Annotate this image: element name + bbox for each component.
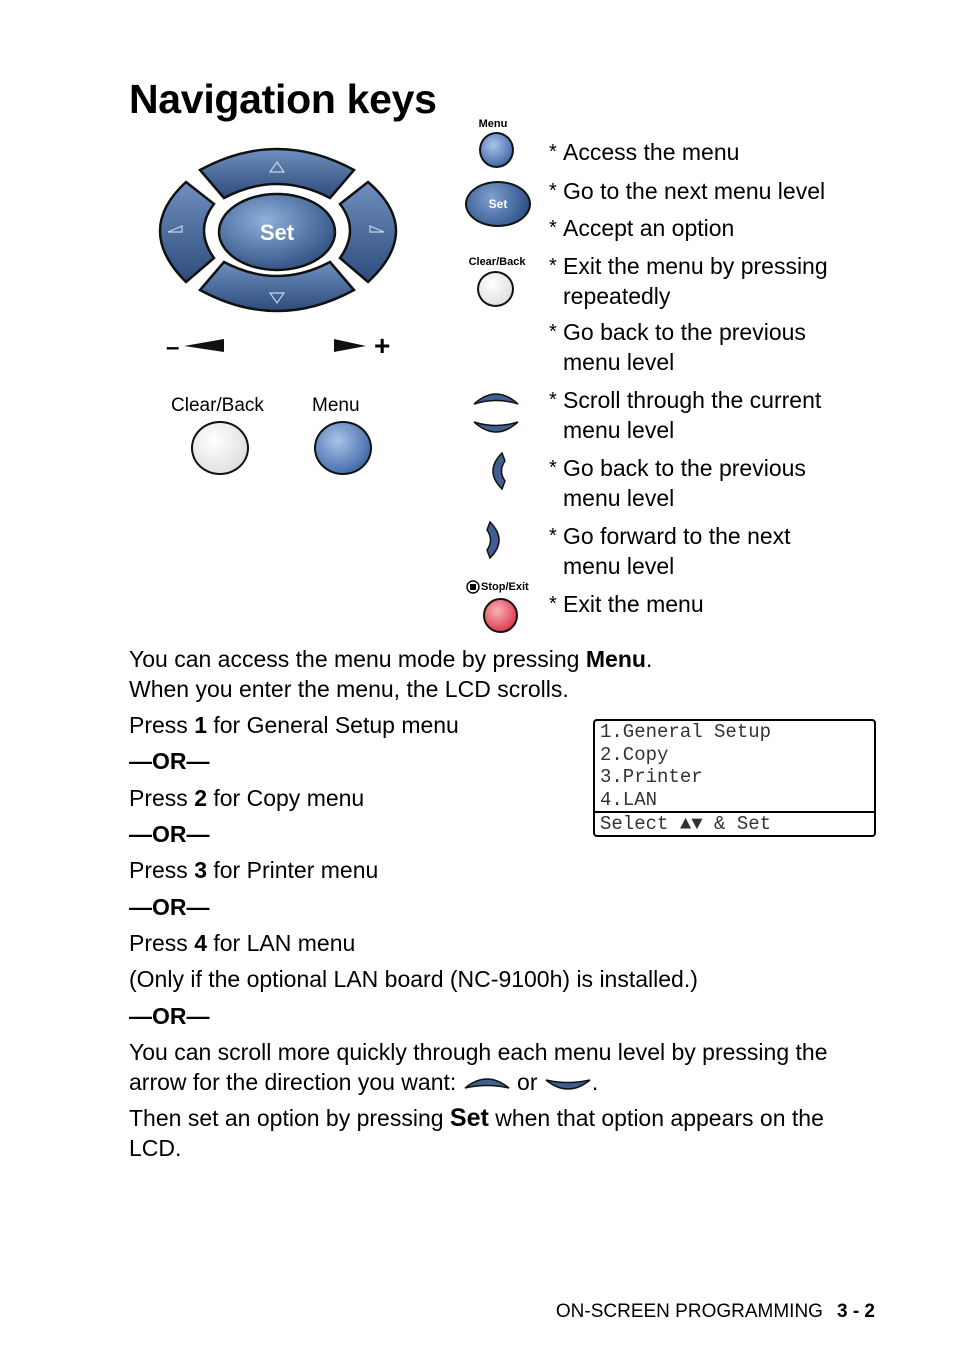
scroll-paragraph: You can scroll more quickly through each menu level by pressing the arrow for the direction you want: or . xyxy=(129,1039,828,1095)
minus-sign: – xyxy=(166,334,180,361)
panel-clear-back-label: Clear/Back xyxy=(171,395,264,416)
up-arrow-key-inline-icon xyxy=(463,1074,511,1094)
clear-back-key-icon xyxy=(477,271,514,307)
list-item: * Go to the next menu level xyxy=(549,178,826,204)
or-separator: —OR— xyxy=(129,894,210,920)
lcd-line: 4.LAN xyxy=(600,788,658,811)
stop-exit-key-label: Stop/Exit xyxy=(481,581,529,593)
lan-note: (Only if the optional LAN board (NC-9100h) is installed.) xyxy=(129,966,698,992)
set-key-icon xyxy=(465,181,531,227)
panel-clear-back-button[interactable] xyxy=(191,421,249,475)
list-item: * Go back to the previous menu level xyxy=(549,455,806,511)
control-panel-illustration xyxy=(140,140,420,365)
right-wedge-icon xyxy=(334,339,366,352)
step-1: Press 1 for General Setup menu xyxy=(129,712,459,738)
stop-icon xyxy=(466,580,480,594)
left-wedge-icon xyxy=(184,339,224,352)
panel-menu-button[interactable] xyxy=(314,421,372,475)
list-item: * Exit the menu xyxy=(549,591,704,617)
lcd-line: 3.Printer xyxy=(600,766,703,788)
or-separator: —OR— xyxy=(129,1003,210,1029)
step-3: Press 3 for Printer menu xyxy=(129,857,379,883)
step-4: Press 4 for LAN menu xyxy=(129,930,356,956)
list-item: * Go forward to the next menu level xyxy=(549,523,791,579)
step-2: Press 2 for Copy menu xyxy=(129,785,365,811)
page-number: 3 - 2 xyxy=(836,1301,875,1322)
page-title: Navigation keys xyxy=(129,76,437,122)
list-item: * Access the menu xyxy=(549,139,740,165)
up-down-keys-icon xyxy=(470,388,522,436)
list-item: * Exit the menu by pressing repeatedly xyxy=(549,253,828,309)
page-footer xyxy=(556,1301,875,1323)
plus-sign: + xyxy=(374,330,391,361)
right-key-icon xyxy=(484,520,508,560)
list-item: * Scroll through the current menu level xyxy=(549,387,822,443)
list-item: * Go back to the previous menu level xyxy=(549,319,806,375)
left-key-icon xyxy=(484,451,508,491)
down-arrow-key-inline-icon xyxy=(544,1074,592,1094)
set-paragraph: Then set an option by pressing Set when that option appears on the LCD. xyxy=(129,1104,824,1161)
lcd-select-line: Select ▲▼ & Set xyxy=(595,811,874,836)
intro-paragraph: You can access the menu mode by pressing Menu. When you enter the menu, the LCD scrolls. xyxy=(129,646,653,702)
right-arrow-key[interactable] xyxy=(340,182,396,282)
list-item: * Accept an option xyxy=(549,215,735,241)
menu-key-label: Menu xyxy=(478,118,508,130)
or-separator: —OR— xyxy=(129,748,210,774)
clear-back-key-label: Clear/Back xyxy=(468,256,526,268)
lcd-line: 2.Copy xyxy=(600,743,669,766)
footer-section: ON-SCREEN PROGRAMMING xyxy=(555,1301,823,1322)
panel-menu-label: Menu xyxy=(312,395,360,416)
set-key-label: Set xyxy=(259,220,295,245)
lcd-line: 1.General Setup xyxy=(600,721,772,743)
or-separator: —OR— xyxy=(129,821,210,847)
lcd-display xyxy=(593,719,876,837)
set-key-icon-label: Set xyxy=(488,197,508,211)
up-arrow-key[interactable] xyxy=(200,149,354,198)
menu-key-icon xyxy=(479,132,514,168)
stop-exit-key-icon xyxy=(483,598,518,633)
